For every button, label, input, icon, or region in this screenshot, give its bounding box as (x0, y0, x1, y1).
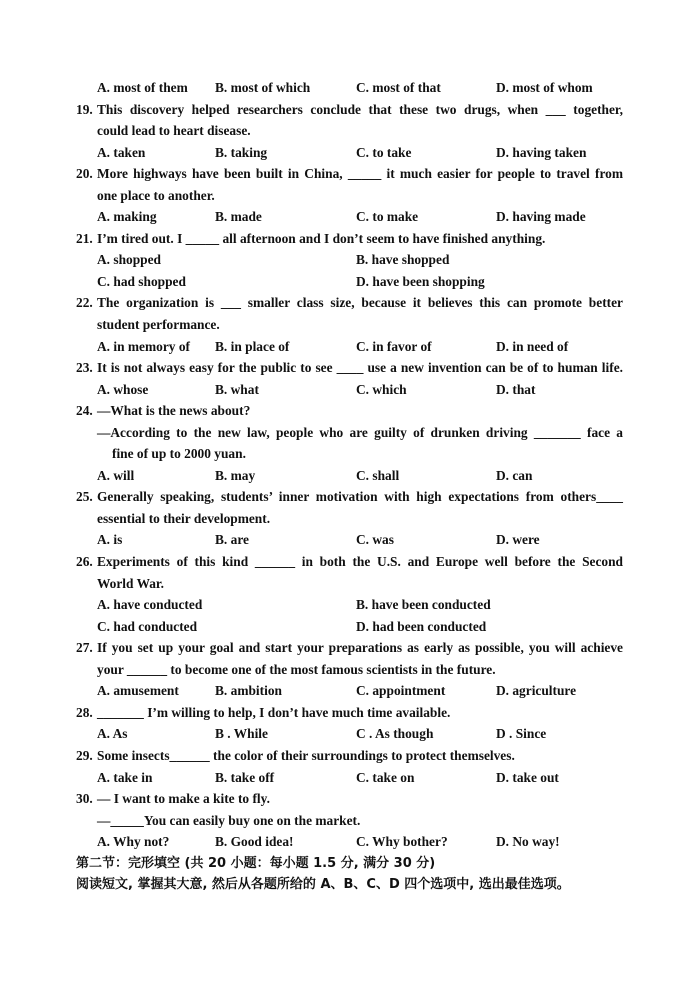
option-c[interactable]: C. which (356, 381, 407, 397)
option-b[interactable]: B. taking (215, 144, 268, 160)
question-number: 26. (76, 554, 93, 570)
question-text: —According to the new law, people who are guilty of drunken driving _______ face a (97, 424, 623, 440)
question-number: 28. (76, 704, 93, 720)
question-25 (0, 486, 695, 551)
question-text: If you set up your goal and start your preparations as early as possible, you will achieve (97, 640, 623, 656)
options-row (0, 142, 695, 164)
question-number: 29. (76, 747, 93, 763)
question-text: one place to another. (97, 187, 215, 203)
question-27 (0, 637, 695, 702)
option-c[interactable]: C. to take (356, 144, 412, 160)
option-d[interactable]: D. take out (496, 769, 559, 785)
question-number: 19. (76, 101, 93, 117)
question-text: —What is the news about? (97, 403, 251, 419)
q18-option-d[interactable]: D. most of whom (496, 80, 593, 95)
option-b[interactable]: B. have been conducted (356, 597, 491, 613)
question-number: 30. (76, 791, 93, 807)
option-b[interactable]: B. ambition (215, 683, 282, 699)
option-d[interactable]: D . Since (496, 726, 547, 742)
question-30 (0, 788, 695, 853)
option-a[interactable]: A. is (97, 532, 123, 548)
exam-page (0, 77, 695, 896)
question-text: _______ I’m willing to help, I don’t have much time available. (97, 704, 451, 720)
question-number: 22. (76, 295, 93, 311)
question-number: 21. (76, 230, 93, 246)
option-a[interactable]: A. take in (97, 769, 153, 785)
options-row (0, 616, 695, 638)
option-d[interactable]: D. in need of (496, 338, 569, 354)
question-text: fine of up to 2000 yuan. (112, 446, 246, 462)
question-28 (0, 702, 695, 745)
option-d[interactable]: D. that (496, 381, 536, 397)
q18-option-a[interactable]: A. most of them (97, 80, 188, 95)
question-number: 23. (76, 360, 93, 376)
option-c[interactable]: C. appointment (356, 683, 446, 699)
option-a[interactable]: A. amusement (97, 683, 179, 699)
option-c[interactable]: C. had conducted (97, 618, 198, 634)
question-text: student performance. (97, 317, 220, 333)
question-text: More highways have been built in China, _____ it much easier for people to travel from (97, 166, 623, 182)
question-number: 20. (76, 166, 93, 182)
section-instruction: 阅读短文, 掌握其大意, 然后从各题所给的 A、B、C、D 四个选项中, 选出最佳选项。 (76, 877, 570, 893)
option-a[interactable]: A. will (97, 467, 135, 483)
option-a[interactable]: A. As (97, 726, 128, 742)
option-d[interactable]: D. agriculture (496, 683, 577, 699)
options-row (0, 379, 695, 401)
option-d[interactable]: D. can (496, 467, 533, 483)
options-row (0, 336, 695, 358)
question-26 (0, 551, 695, 637)
option-c[interactable]: C. to make (356, 209, 419, 225)
options-row (0, 680, 695, 702)
option-a[interactable]: A. whose (97, 381, 149, 397)
option-d[interactable]: D. had been conducted (356, 618, 487, 634)
q18-option-b[interactable]: B. most of which (215, 80, 311, 95)
question-text: This discovery helped researchers conclude that these two drugs, when ___ together, (97, 101, 623, 117)
question-number: 25. (76, 489, 93, 505)
option-c[interactable]: C. was (356, 532, 394, 548)
question-text: Generally speaking, students’ inner motivation with high expectations from others____ (97, 489, 623, 505)
option-c[interactable]: C . As though (356, 726, 434, 742)
options-row (0, 249, 695, 271)
question-19 (0, 99, 695, 164)
option-b[interactable]: B. are (215, 532, 249, 548)
options-row (0, 465, 695, 487)
q18-option-c[interactable]: C. most of that (356, 80, 441, 95)
question-text: your ______ to become one of the most famous scientists in the future. (97, 661, 496, 677)
question-23 (0, 357, 695, 400)
question-22 (0, 292, 695, 357)
option-c[interactable]: C. in favor of (356, 338, 432, 354)
question-text: Experiments of this kind ______ in both the U.S. and Europe well before the Second (97, 554, 623, 570)
options-row (0, 594, 695, 616)
option-d[interactable]: D. No way! (496, 834, 560, 850)
option-d[interactable]: D. having made (496, 209, 586, 225)
option-a[interactable]: A. making (97, 209, 157, 225)
option-b[interactable]: B. made (215, 209, 262, 225)
option-c[interactable]: C. take on (356, 769, 415, 785)
option-d[interactable]: D. were (496, 532, 540, 548)
option-b[interactable]: B. take off (215, 769, 275, 785)
option-b[interactable]: B. Good idea! (215, 834, 294, 850)
question-text: I’m tired out. I _____ all afternoon and I don’t seem to have finished anything. (97, 230, 546, 246)
options-row (0, 271, 695, 293)
question-text: — I want to make a kite to fly. (97, 791, 270, 807)
option-c[interactable]: C. shall (356, 467, 400, 483)
option-b[interactable]: B. in place of (215, 338, 290, 354)
question-text: Some insects______ the color of their surroundings to protect themselves. (97, 747, 515, 763)
question-29 (0, 745, 695, 788)
option-a[interactable]: A. taken (97, 144, 146, 160)
option-c[interactable]: C. Why bother? (356, 834, 448, 850)
option-d[interactable]: D. having taken (496, 144, 587, 160)
question-text: essential to their development. (97, 510, 271, 526)
options-row (0, 529, 695, 551)
option-b[interactable]: B. may (215, 467, 256, 483)
options-row (0, 831, 695, 853)
options-row (0, 206, 695, 228)
option-a[interactable]: A. in memory of (97, 338, 190, 354)
option-c[interactable]: C. had shopped (97, 273, 186, 289)
question-text: —_____You can easily buy one on the market. (97, 812, 361, 828)
option-d[interactable]: D. have been shopping (356, 273, 485, 289)
option-b[interactable]: B . While (215, 726, 268, 742)
option-a[interactable]: A. Why not? (97, 834, 170, 850)
option-a[interactable]: A. have conducted (97, 597, 203, 613)
options-row (0, 723, 695, 745)
option-b[interactable]: B. what (215, 381, 259, 397)
section-title: 第二节：完形填空 (共 20 小题：每小题 1.5 分, 满分 30 分) (76, 855, 436, 871)
question-text: World War. (97, 575, 164, 591)
question-text: could lead to heart disease. (97, 123, 251, 139)
question-20 (0, 163, 695, 228)
option-a[interactable]: A. shopped (97, 252, 162, 268)
q18-options-row (0, 77, 695, 99)
question-24 (0, 400, 695, 486)
question-number: 24. (76, 403, 93, 419)
question-number: 27. (76, 640, 93, 656)
question-21 (0, 228, 695, 293)
question-text: The organization is ___ smaller class size, because it believes this can promote better (97, 295, 623, 311)
option-b[interactable]: B. have shopped (356, 252, 450, 268)
options-row (0, 767, 695, 789)
question-text: It is not always easy for the public to see ____ use a new invention can be of to human life. (97, 360, 623, 376)
